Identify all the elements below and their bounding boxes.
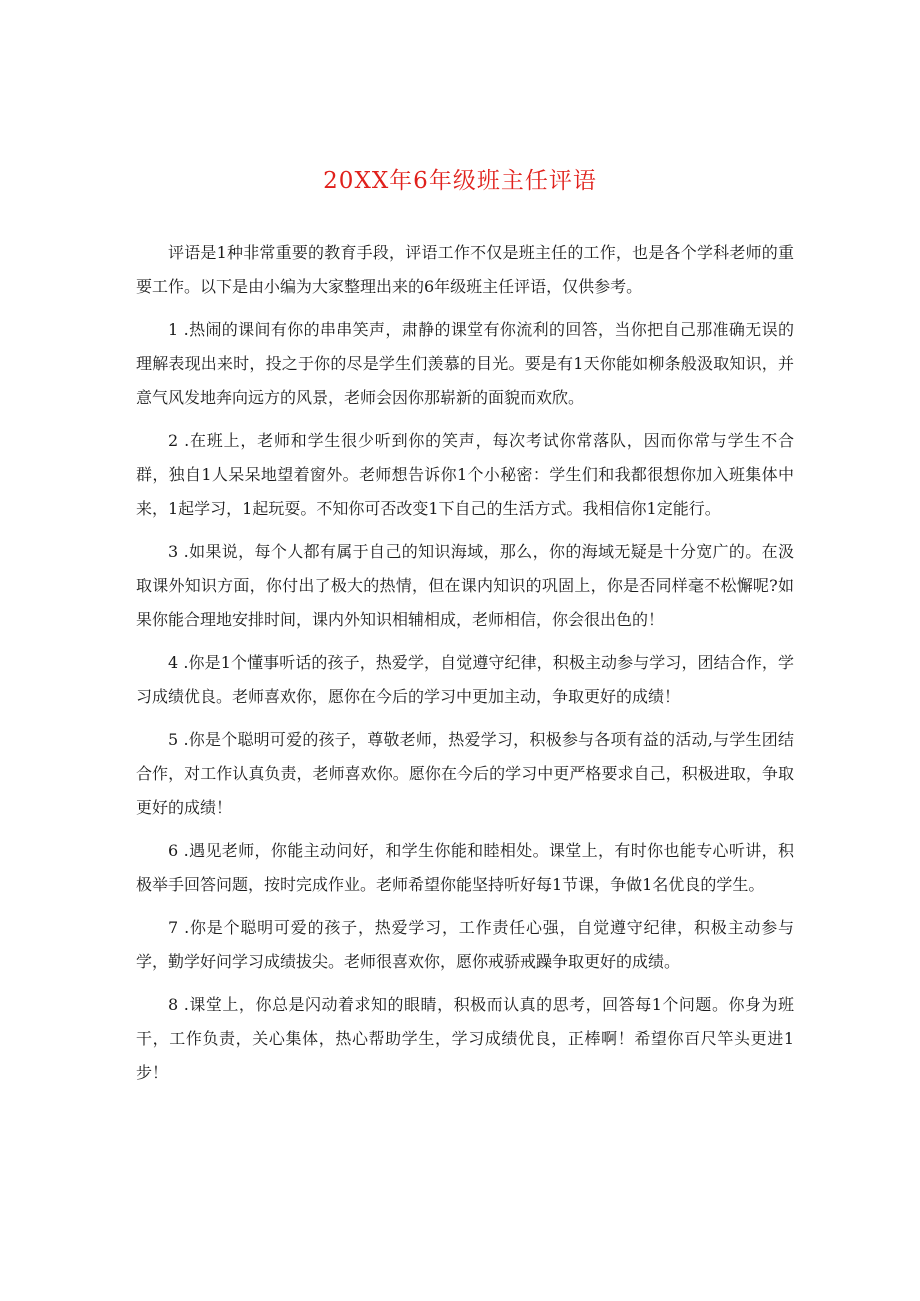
item-number: 5 [168,730,179,749]
item-number: 8 [168,995,179,1014]
item-text: .在班上，老师和学生很少听到你的笑声，每次考试你常落队，因而你常与学生不合群，独自1人呆呆地望着窗外。老师想告诉你1个小秘密：学生们和我都很想你加入班集体中来，1起学习，1起玩耍。不知你可否改变1下自己的生活方式。我相信你1定能行。 [136,431,794,518]
comment-item-4 [136,646,794,714]
item-number: 4 [168,653,179,672]
item-text: .你是个聪明可爱的孩子，尊敬老师，热爱学习，积极参与各项有益的活动,与学生团结合作，对工作认真负责，老师喜欢你。愿你在今后的学习中更严格要求自己，积极进取，争取更好的成绩！ [136,730,794,817]
document-body [136,236,794,1099]
item-number: 3 [168,542,179,561]
item-text: .你是1个懂事听话的孩子，热爱学，自觉遵守纪律，积极主动参与学习，团结合作，学习成绩优良。老师喜欢你，愿你在今后的学习中更加主动，争取更好的成绩！ [136,653,794,706]
item-number: 6 [168,841,179,860]
item-text: .课堂上，你总是闪动着求知的眼睛，积极而认真的思考，回答每1个问题。你身为班干，工作负责，关心集体，热心帮助学生，学习成绩优良，正棒啊！希望你百尺竿头更进1步！ [136,995,794,1082]
document-title: 20XX年6年级班主任评语 [323,168,597,194]
comment-item-3 [136,535,794,637]
item-number: 2 [168,431,179,450]
item-text: .你是个聪明可爱的孩子，热爱学习，工作责任心强，自觉遵守纪律，积极主动参与学，勤学好问学习成绩拔尖。老师很喜欢你，愿你戒骄戒躁争取更好的成绩。 [136,918,794,971]
comment-item-7 [136,911,794,979]
comment-item-8 [136,988,794,1090]
comment-item-6 [136,834,794,902]
item-text: .如果说，每个人都有属于自己的知识海域，那么，你的海域无疑是十分宽广的。在汲取课外知识方面，你付出了极大的热情，但在课内知识的巩固上，你是否同样毫不松懈呢?如果你能合理地安排时间，课内外知识相辅相成，老师相信，你会很出色的！ [136,542,794,629]
comment-item-5 [136,723,794,825]
intro-paragraph: 评语是1种非常重要的教育手段，评语工作不仅是班主任的工作，也是各个学科老师的重要工作。以下是由小编为大家整理出来的6年级班主任评语，仅供参考。 [136,243,794,296]
item-number: 1 [168,320,179,339]
item-number: 7 [168,918,179,937]
comment-item-1 [136,313,794,415]
item-text: .热闹的课间有你的串串笑声，肃静的课堂有你流利的回答，当你把自己那准确无误的理解表现出来时，投之于你的尽是学生们羡慕的目光。要是有1天你能如柳条般汲取知识，并意气风发地奔向远方的风景，老师会因你那崭新的面貌而欢欣。 [136,320,794,407]
comment-item-2 [136,424,794,526]
item-text: .遇见老师，你能主动问好，和学生你能和睦相处。课堂上，有时你也能专心听讲，积极举手回答问题，按时完成作业。老师希望你能坚持听好每1节课，争做1名优良的学生。 [136,841,794,894]
